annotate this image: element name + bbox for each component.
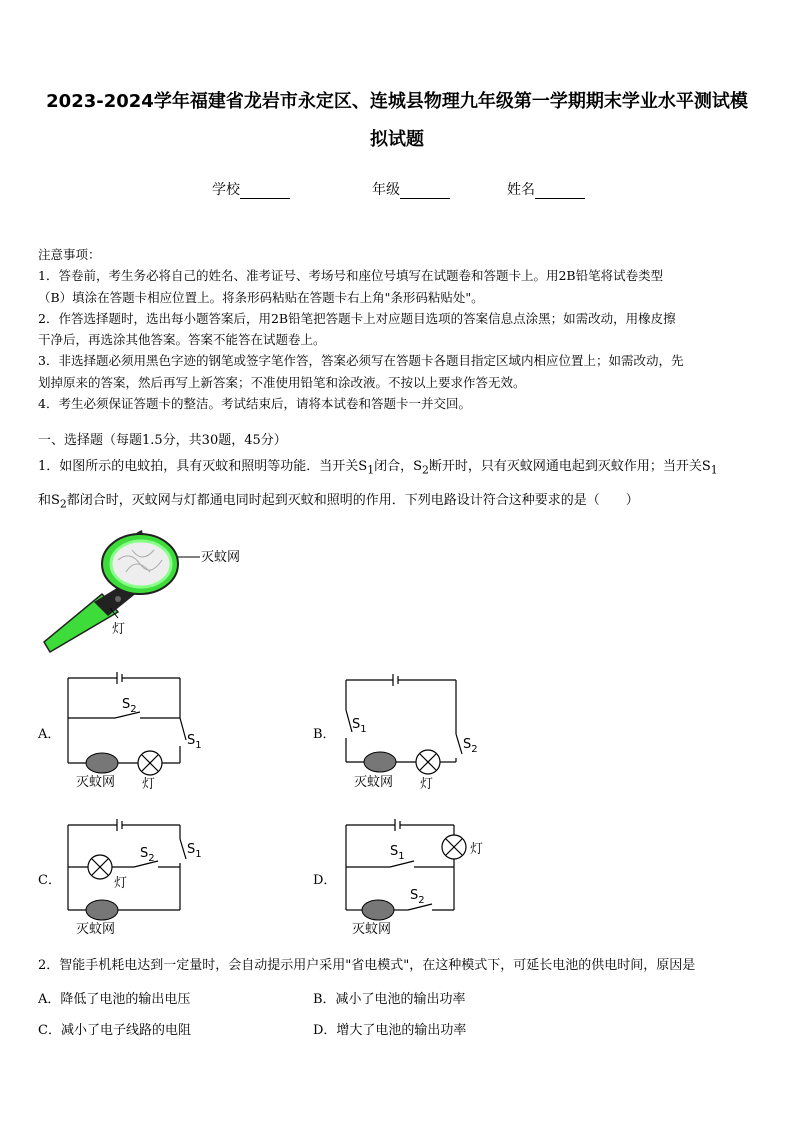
name-label: 姓名: [507, 182, 535, 198]
lamp-label: 灯: [470, 842, 484, 857]
switch-label: S: [187, 733, 196, 748]
name-field: [507, 179, 585, 199]
option-d-label: D．: [313, 873, 337, 888]
switch-label: S: [122, 697, 131, 712]
switch-label: S: [410, 888, 419, 903]
page-title-line1: 2023-2024学年福建省龙岩市永定区、连城县物理九年级第一学期期末学业水平测试模: [46, 91, 748, 112]
notice-line: 划掉原来的答案，然后再写上新答案；不准使用铅笔和涂改液。不按以上要求作答无效。: [38, 374, 526, 390]
page-title-line2: 拟试题: [370, 129, 424, 150]
switch-sub: 2: [130, 704, 137, 715]
switch-label: S: [352, 717, 361, 732]
switch-label: S: [463, 737, 472, 752]
switch-sub: 1: [195, 740, 202, 751]
q1-text: 断开时，只有灭蚊网通电起到灭蚊作用；当开关S: [428, 459, 711, 474]
school-field: [212, 179, 290, 199]
q2-option-a: A．降低了电池的输出电压: [38, 992, 191, 1007]
switch-sub: 2: [418, 895, 425, 906]
switch-sub: 2: [148, 853, 155, 864]
school-label: 学校: [212, 182, 240, 198]
circuit-a: [60, 668, 220, 798]
net-label: 灭蚊网: [76, 922, 116, 937]
question-2-stem: 2．智能手机耗电达到一定量时，会自动提示用户采用"省电模式"，在这种模式下，可延长电池的供电时间，原因是: [38, 958, 696, 973]
svg-text:S2: [122, 697, 137, 715]
notice-line: 2．作答选择题时，选出每小题答案后，用2B铅笔把答题卡上对应题目选项的答案信息点涂黑；如需改动，用橡皮擦: [38, 310, 676, 326]
circuit-b: [338, 670, 498, 800]
q1-text: 都闭合时，灭蚊网与灯都通电同时起到灭蚊和照明的作用．下列电路设计符合这种要求的是（ ）: [66, 492, 639, 508]
circuit-d: [338, 815, 508, 943]
net-label: 灭蚊网: [76, 775, 116, 790]
svg-text:S1: [187, 733, 202, 751]
svg-text:S1: [390, 844, 405, 862]
notice-line: 1．答卷前，考生务必将自己的姓名、准考证号、考场号和座位号填写在试题卷和答题卡上。用2B铅笔将试卷类型: [38, 268, 664, 284]
q2-option-b: B．减小了电池的输出功率: [313, 992, 466, 1007]
net-label: 灭蚊网: [352, 922, 392, 937]
q1-text: 和S: [38, 492, 60, 508]
switch-sub: 1: [398, 851, 405, 862]
svg-text:S1: [352, 717, 367, 735]
q1-sub: 2: [421, 463, 429, 477]
q1-text: 闭合，S: [374, 459, 422, 474]
question-1-stem: [38, 452, 760, 519]
notice-line: 干净后，再选涂其他答案。答案不能答在试题卷上。: [38, 332, 326, 348]
switch-sub: 2: [471, 744, 478, 755]
option-c-label: C．: [38, 873, 61, 888]
grade-field: [372, 179, 450, 199]
svg-text:S2: [140, 846, 155, 864]
q1-text: 1．如图所示的电蚊拍，具有灭蚊和照明等功能．当开关S: [38, 459, 368, 474]
notice-line: 4．考生必须保证答题卡的整洁。考试结束后，请将本试卷和答题卡一并交回。: [38, 396, 471, 412]
lamp-label: 灯: [114, 876, 128, 891]
q2-option-c: C．减小了电子线路的电阻: [38, 1023, 191, 1038]
switch-label: S: [140, 846, 149, 861]
svg-text:S2: [410, 888, 425, 906]
section-heading: 一、选择题（每题1.5分，共30题，45分）: [38, 433, 287, 448]
notice-line: 3．非选择题必须用黑色字迹的钢笔或签字笔作答，答案必须写在答题卡各题目指定区域内相应位置上；如需改动，先: [38, 353, 684, 369]
notice-line: （B）填涂在答题卡相应位置上。将条形码粘贴在答题卡右上角"条形码粘贴处"。: [38, 289, 484, 305]
mosquito-swatter-figure: [38, 520, 278, 655]
lamp-label: 灯: [142, 777, 156, 792]
svg-text:S1: [187, 842, 202, 860]
q1-sub: 2: [59, 497, 67, 511]
switch-label: S: [187, 842, 196, 857]
notice-block: [38, 244, 760, 414]
circuit-c: [60, 815, 220, 943]
lamp-callout-label: 灯: [112, 622, 126, 637]
q1-sub: 1: [710, 463, 718, 477]
q1-sub: 1: [367, 463, 375, 477]
lamp-label: 灯: [420, 777, 434, 792]
net-label: 灭蚊网: [354, 775, 394, 790]
option-b-label: B．: [313, 727, 336, 742]
switch-sub: 1: [360, 724, 367, 735]
switch-label: S: [390, 844, 399, 859]
switch-sub: 1: [195, 849, 202, 860]
option-a-label: A．: [38, 727, 61, 742]
svg-text:S2: [463, 737, 478, 755]
notice-heading: 注意事项：: [38, 247, 101, 262]
q2-option-d: D．增大了电池的输出功率: [313, 1023, 467, 1038]
grade-label: 年级: [372, 182, 400, 198]
net-callout-label: 灭蚊网: [201, 550, 241, 565]
